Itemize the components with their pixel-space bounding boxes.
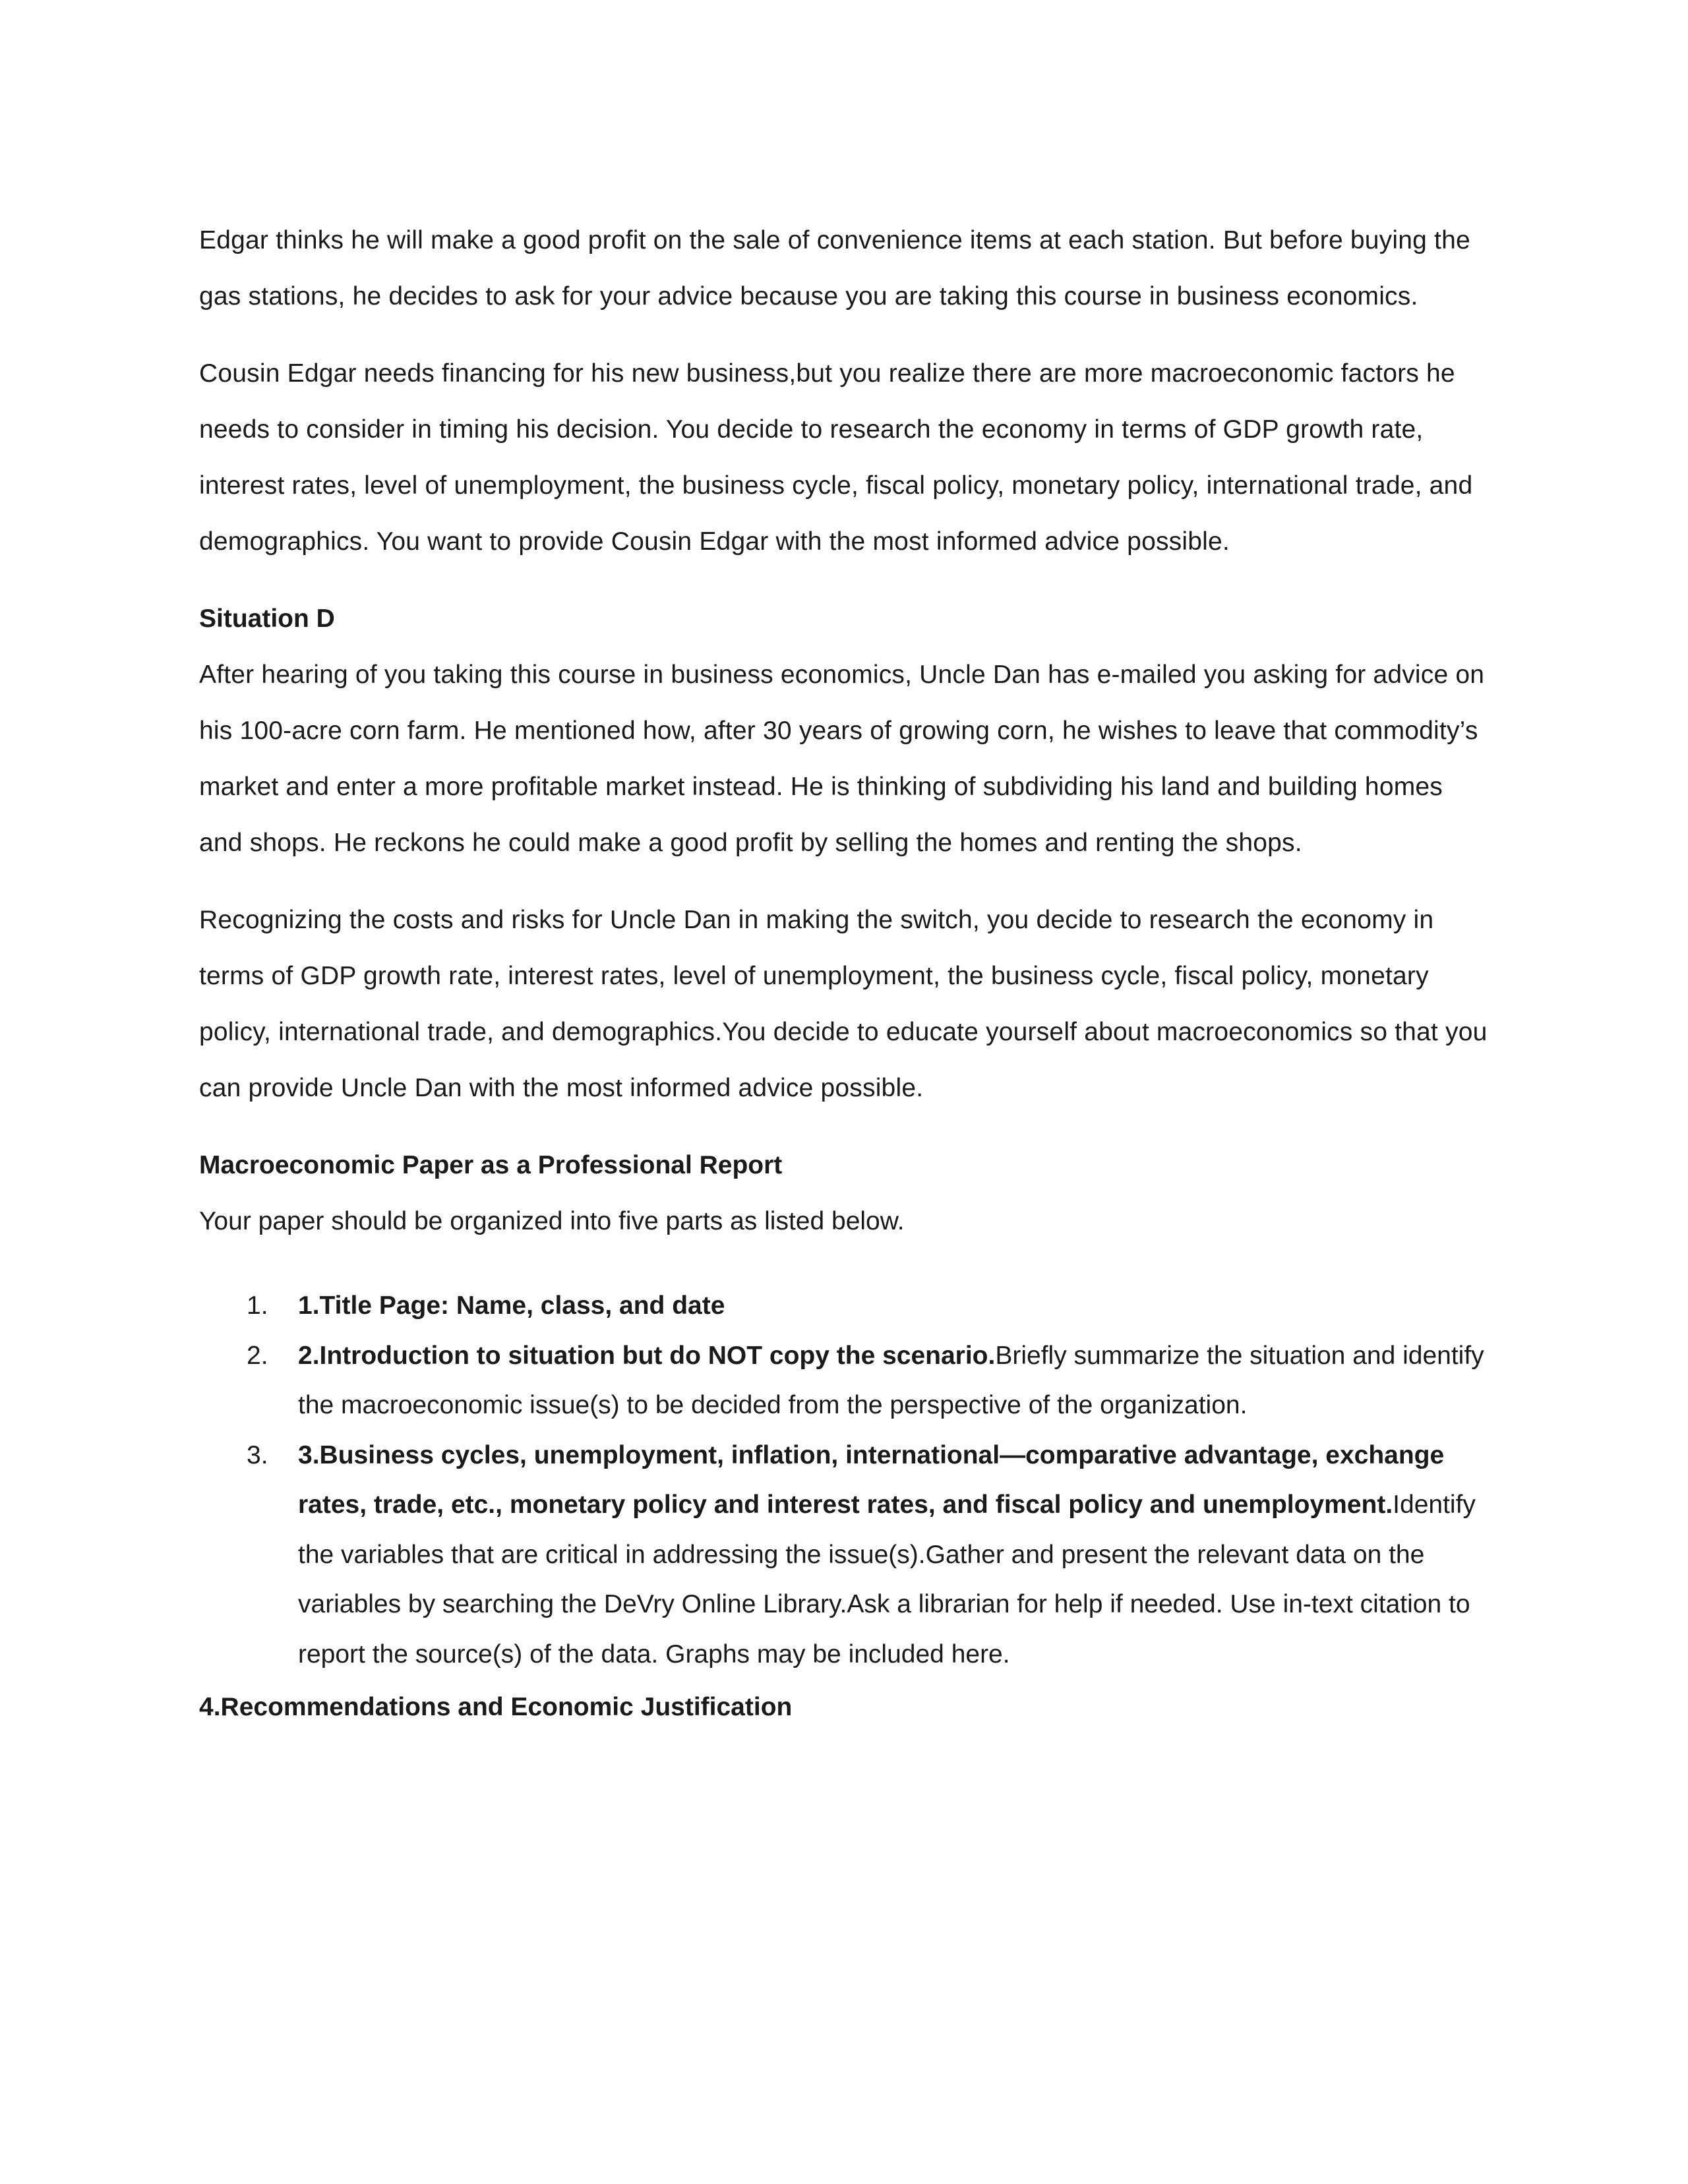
list-item-text: Briefly summarize the situation and identify the macroeconomic issue(s) to be decided from the perspective of the organization. bbox=[298, 1341, 1484, 1419]
list-number: 1. bbox=[247, 1291, 268, 1320]
list-item-bold: 3.Business cycles, unemployment, inflation, international—comparative advantage, exchange rates, trade, etc., monetary policy and interest rates, and fiscal policy and unemployment. bbox=[298, 1440, 1445, 1519]
list-item-text: Identify the variables that are critical in addressing the issue(s).Gather and present the relevant data on the variables by searching the DeVry Online Library.Ask a librarian for help if needed. Use in-text citation to report the source(s) of the data. Graphs may be included here. bbox=[298, 1490, 1476, 1668]
report-parts-list bbox=[199, 1281, 1492, 1679]
list-item-bold: 2.Introduction to situation but do NOT copy the scenario. bbox=[298, 1341, 996, 1370]
list-number: 3. bbox=[247, 1440, 268, 1469]
list-item-bold: 1.Title Page: Name, class, and date bbox=[298, 1291, 725, 1320]
paragraph-edgar-financing: Cousin Edgar needs financing for his new business,but you realize there are more macroeconomic factors he needs to consider in timing his decision. You decide to research the economy in terms of GDP growth rate, interest rates, level of unemployment, the business cycle, fiscal policy, monetary policy, international trade, and demographics. You want to provide Cousin Edgar with the most informed advice possible. bbox=[199, 359, 1473, 556]
list-item bbox=[199, 1431, 1492, 1680]
paragraph-uncle-dan-research: Recognizing the costs and risks for Uncle Dan in making the switch, you decide to research the economy in terms of GDP growth rate, interest rates, level of unemployment, the business cycle, fiscal policy, monetary policy, international trade, and demographics.You decide to educate yourself about macroeconomics so that you can provide Uncle Dan with the most informed advice possible. bbox=[199, 906, 1488, 1102]
document-body bbox=[199, 212, 1492, 1735]
situation-d-heading: Situation D bbox=[199, 605, 335, 633]
list-number: 2. bbox=[247, 1341, 268, 1370]
paragraph-uncle-dan: After hearing of you taking this course in business economics, Uncle Dan has e-mailed you asking for advice on his 100-acre corn farm. He mentioned how, after 30 years of growing corn, he wishes to leave that commodity’s market and enter a more profitable market instead. He is thinking of subdividing his land and building homes and shops. He reckons he could make a good profit by selling the homes and renting the shops. bbox=[199, 661, 1485, 857]
list-item bbox=[199, 1331, 1492, 1431]
list-item bbox=[199, 1281, 1492, 1331]
report-heading: Macroeconomic Paper as a Professional Report bbox=[199, 1151, 783, 1179]
report-lead: Your paper should be organized into five parts as listed below. bbox=[199, 1207, 905, 1235]
paragraph-edgar-profit: Edgar thinks he will make a good profit on the sale of convenience items at each station. But before buying the gas stations, he decides to ask for your advice because you are taking this course in business economics. bbox=[199, 226, 1470, 310]
recommendations-heading: 4.Recommendations and Economic Justification bbox=[199, 1693, 793, 1721]
